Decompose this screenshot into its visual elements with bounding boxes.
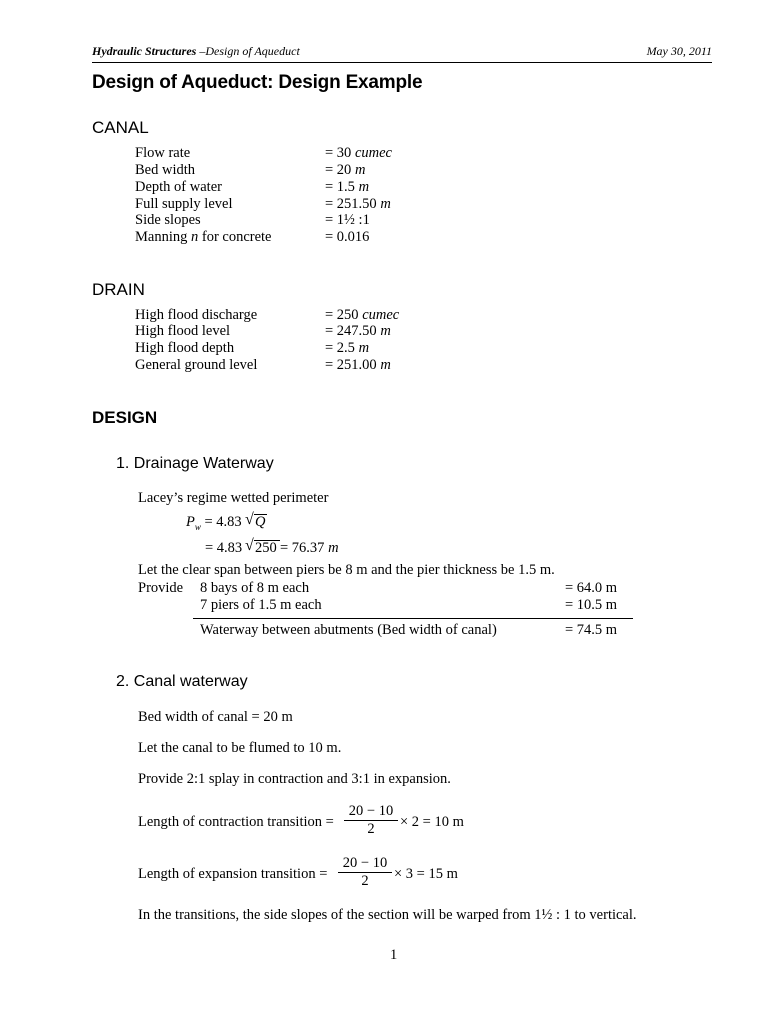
row-value: = 251.50 m [325, 196, 391, 212]
row-value: = 251.00 m [325, 357, 391, 373]
expansion-label: Length of expansion transition = [138, 866, 328, 882]
piers-value: = 10.5 m [565, 597, 618, 613]
row-label: Full supply level [135, 196, 233, 212]
pw-result-prefix: = 4.83 [205, 540, 243, 556]
row-label: High flood discharge [135, 307, 258, 323]
row-label: High flood level [135, 323, 231, 339]
running-header-course: Hydraulic Structures [92, 44, 197, 58]
row-label: Bed width [135, 162, 196, 178]
flume-text: Let the canal to be flumed to 10 m. [138, 740, 342, 756]
clear-span-text: Let the clear span between piers be 8 m and the pier thickness be 1.5 m. [138, 562, 555, 578]
row-value: = 0.016 [325, 229, 370, 245]
row-label: General ground level [135, 357, 258, 373]
row-value: = 250 cumec [325, 307, 400, 323]
row-value: = 20 m [325, 162, 366, 178]
expansion-fraction [338, 855, 392, 890]
splay-text: Provide 2:1 splay in contraction and 3:1 in expansion. [138, 771, 451, 787]
canal-heading: CANAL [92, 118, 149, 137]
fraction-numerator: 20 − 10 [342, 855, 388, 871]
row-label: Flow rate [135, 145, 191, 161]
pw-formula: $P_w = 4.83$ [186, 514, 242, 532]
fraction-denominator: 2 [361, 873, 369, 889]
provide-label: Provide [138, 580, 184, 596]
contraction-fraction [344, 803, 398, 838]
section-1-heading: 1. Drainage Waterway [116, 455, 274, 472]
sqrt-symbol: √ [245, 511, 254, 528]
row-label: Manning n for concrete [135, 229, 272, 245]
waterway-total-text: Waterway between abutments (Bed width of canal) [200, 622, 497, 638]
waterway-total-value: = 74.5 m [565, 622, 618, 638]
row-label: Depth of water [135, 179, 222, 195]
pw-result-value: = 76.37 m [280, 540, 339, 556]
header-rule [92, 62, 712, 63]
row-value: = 30 cumec [325, 145, 392, 161]
contraction-result: × 2 = 10 m [400, 814, 464, 830]
design-heading: DESIGN [92, 408, 158, 427]
pw-result-root: 250 [255, 540, 277, 556]
row-value: = 1.5 m [325, 179, 370, 195]
running-header-left [92, 44, 300, 59]
running-header-topic: –Design of Aqueduct [196, 44, 300, 58]
sum-rule [193, 618, 633, 619]
row-value: = 1½ :1 [325, 212, 370, 228]
lacey-text: Lacey’s regime wetted perimeter [138, 490, 329, 506]
warp-text: In the transitions, the side slopes of the section will be warped from 1½ : 1 to vertical. [138, 907, 637, 923]
fraction-numerator: 20 − 10 [348, 803, 394, 819]
row-value: = 2.5 m [325, 340, 370, 356]
expansion-result: × 3 = 15 m [394, 866, 458, 882]
piers-text: 7 piers of 1.5 m each [200, 597, 322, 613]
sqrt-symbol-2: √ [245, 537, 254, 554]
row-label: Side slopes [135, 212, 201, 228]
contraction-label: Length of contraction transition = [138, 814, 334, 830]
row-label: High flood depth [135, 340, 235, 356]
drain-heading: DRAIN [92, 280, 145, 299]
bed-width-text: Bed width of canal = 20 m [138, 709, 293, 725]
page-number: 1 [390, 947, 398, 963]
row-value: = 247.50 m [325, 323, 391, 339]
bays-value: = 64.0 m [565, 580, 618, 596]
running-header-date: May 30, 2011 [646, 44, 712, 58]
pw-variable: Q [255, 514, 266, 530]
bays-text: 8 bays of 8 m each [200, 580, 310, 596]
fraction-denominator: 2 [367, 821, 375, 837]
section-2-heading: 2. Canal waterway [116, 673, 248, 690]
page-title: Design of Aqueduct: Design Example [92, 72, 423, 93]
